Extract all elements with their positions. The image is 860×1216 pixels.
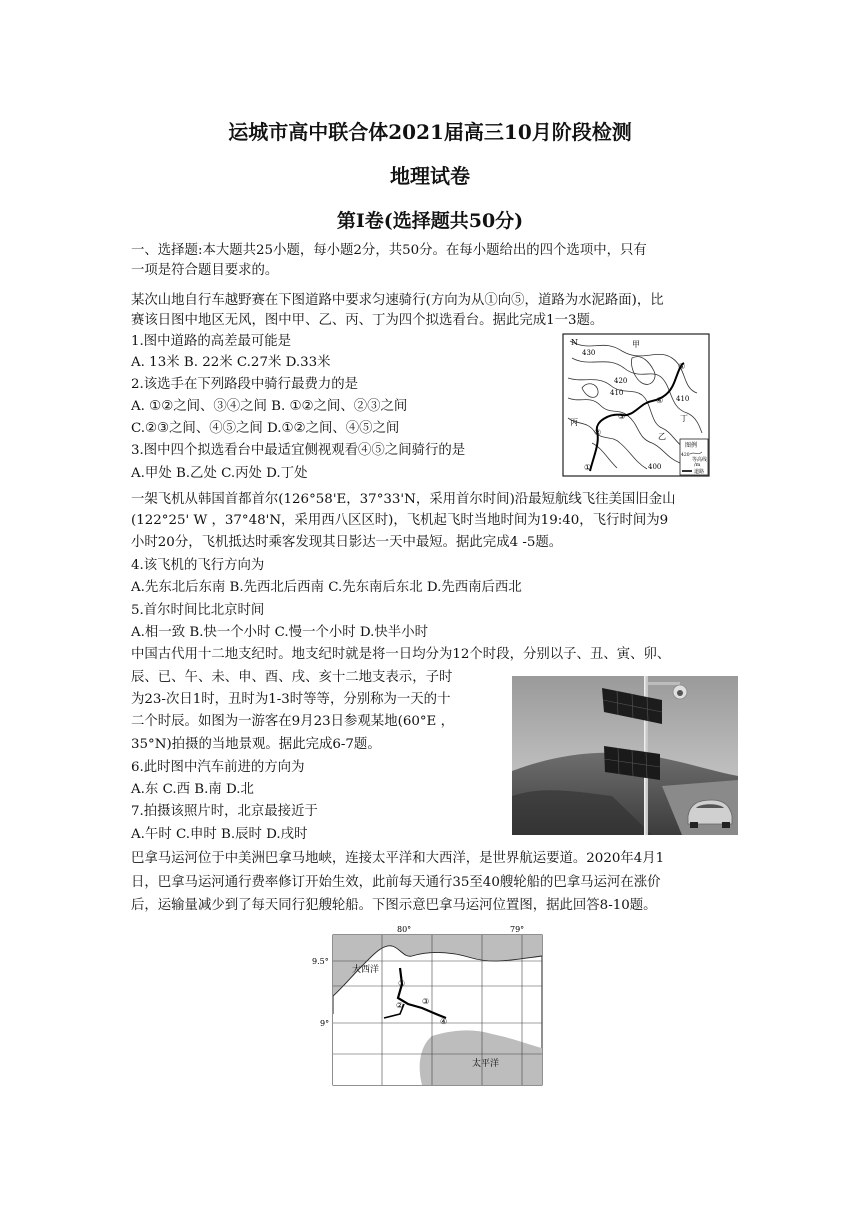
text-line: C.②③之间、④⑤之间 D.①②之间、④⑤之间	[131, 421, 400, 436]
contour-label: 430	[582, 349, 596, 357]
text-line: (122°25' W ，37°48'N，采用西八区区时)，飞机起飞时当地时间为19:40，飞行时间为9	[131, 513, 669, 528]
longitude-label: 80°	[397, 926, 412, 934]
latitude-label: 9°	[320, 1019, 330, 1028]
text-line: 5.首尔时间比北京时间	[131, 603, 265, 618]
text-line: 35°N)拍摄的当地景观。据此完成6-7题。	[131, 737, 381, 752]
text-line: 3.图中四个拟选看台中最适宜侧视观看④⑤之间骑行的是	[131, 443, 466, 458]
text-line: 1.图中道路的高差最可能是	[131, 334, 292, 349]
canal-point-2: ②	[396, 1001, 404, 1010]
text-line: 小时20分，飞机抵达时乘客发现其日影达一天中最短。据此完成4 -5题。	[131, 535, 563, 550]
page-title: 运城市高中联合体2021届高三10月阶段检测	[228, 120, 632, 144]
text-line: 7.拍摄该照片时，北京最接近于	[131, 804, 318, 819]
svg-text:/m: /m	[694, 462, 701, 468]
contour-label: 410	[676, 395, 690, 403]
text-line: A.东 C.西 B.南 D.北	[131, 782, 254, 797]
north-label: N	[571, 338, 578, 347]
text-line: 后，运输量减少到了每天同行犯艘轮船。下图示意巴拿马运河位置图，据此回答8-10题。	[131, 898, 657, 913]
text-line: 巴拿马运河位于中美洲巴拿马地峡，连接太平洋和大西洋，是世界航运要道。2020年4月1	[131, 851, 665, 866]
atlantic-label: 大西洋	[352, 965, 380, 975]
svg-text:图例: 图例	[685, 442, 698, 449]
pacific-label: 太平洋	[472, 1059, 500, 1069]
text-line: 4.该飞机的飞行方向为	[131, 558, 265, 573]
topographic-map	[562, 333, 710, 477]
text-line: 一项是符合题目要求的。	[131, 263, 279, 278]
text-line: 日，巴拿马运河通行费率修订开始生效，此前每天通行35至40艘轮船的巴拿马运河在涨价	[131, 875, 661, 890]
canal-point-4: ④	[440, 1017, 448, 1026]
text-line: 为23-次日1时，丑时为1-3时等等，分别称为一天的十	[131, 692, 451, 707]
text-line: A. 13米 B. 22米 C.27米 D.33米	[131, 355, 331, 370]
contour-label: 400	[648, 463, 662, 471]
route-point-4: ④	[656, 396, 664, 405]
canal-point-3: ③	[422, 997, 430, 1006]
site-ding: 丁	[680, 414, 688, 423]
text-line: A. ①②之间、③④之间 B. ①②之间、②③之间	[131, 399, 408, 414]
svg-text:等高线: 等高线	[692, 457, 708, 463]
text-line: 一架飞机从韩国首都首尔(126°58'E，37°33'N，采用首尔时间)沿最短航线飞往美国旧金山	[131, 492, 676, 507]
svg-text:420: 420	[681, 453, 690, 458]
route-point-5: ⑤	[678, 362, 686, 371]
site-yi: 乙	[658, 432, 666, 441]
contour-label: 420	[614, 377, 628, 385]
route-point-3: ③	[618, 412, 626, 421]
text-line: 6.此时图中汽车前进的方向为	[131, 760, 305, 775]
canal-point-1: ①	[398, 979, 406, 988]
text-line: A.先东北后东南 B.先西北后西南 C.先东南后东北 D.先西南后西北	[131, 580, 522, 595]
car-icon	[688, 800, 732, 828]
route-point-2: ②	[594, 428, 602, 437]
text-line: A.午时 C.申时 B.辰时 D.戌时	[131, 827, 308, 842]
site-jia: 甲	[632, 340, 640, 349]
longitude-label: 79°	[510, 926, 525, 934]
text-line: 一、选择题:本大题共25小题，每小题2分，共50分。在每小题给出的四个选项中，只有	[131, 243, 647, 258]
text-line: 2.该选手在下列路段中骑行最费力的是	[131, 377, 359, 392]
text-line: A.甲处 B.乙处 C.丙处 D.丁处	[131, 466, 308, 481]
text-line: 辰、已、午、未、申、酉、戌、亥十二地支表示，子时	[131, 670, 453, 685]
text-line: A.相一致 B.快一个小时 C.慢一个小时 D.快半小时	[131, 625, 428, 640]
svg-text:道路: 道路	[694, 469, 705, 475]
text-line: 某次山地自行车越野赛在下图道路中要求匀速骑行(方向为从①向⑤，道路为水泥路面)，比	[131, 293, 664, 308]
page-subtitle: 地理试卷	[390, 164, 470, 188]
landscape-photo	[512, 676, 738, 835]
latitude-label: 9.5°	[312, 957, 329, 966]
text-line: 二个时辰。如图为一游客在9月23日参观某地(60°E ，	[131, 714, 454, 729]
map-legend	[680, 439, 708, 475]
route-point-1: ①	[584, 463, 592, 472]
contour-label: 410	[610, 389, 624, 397]
text-line: 中国古代用十二地支纪时。地支纪时就是将一日均分为12个时段，分别以子、丑、寅、卯、	[131, 647, 671, 662]
section-title: 第I卷(选择题共50分)	[336, 210, 524, 232]
site-bing: 丙	[570, 418, 578, 427]
text-line: 赛该日图中地区无风，图中甲、乙、丙、丁为四个拟选看台。据此完成1一3题。	[131, 313, 604, 328]
panama-canal-map	[312, 926, 544, 1086]
